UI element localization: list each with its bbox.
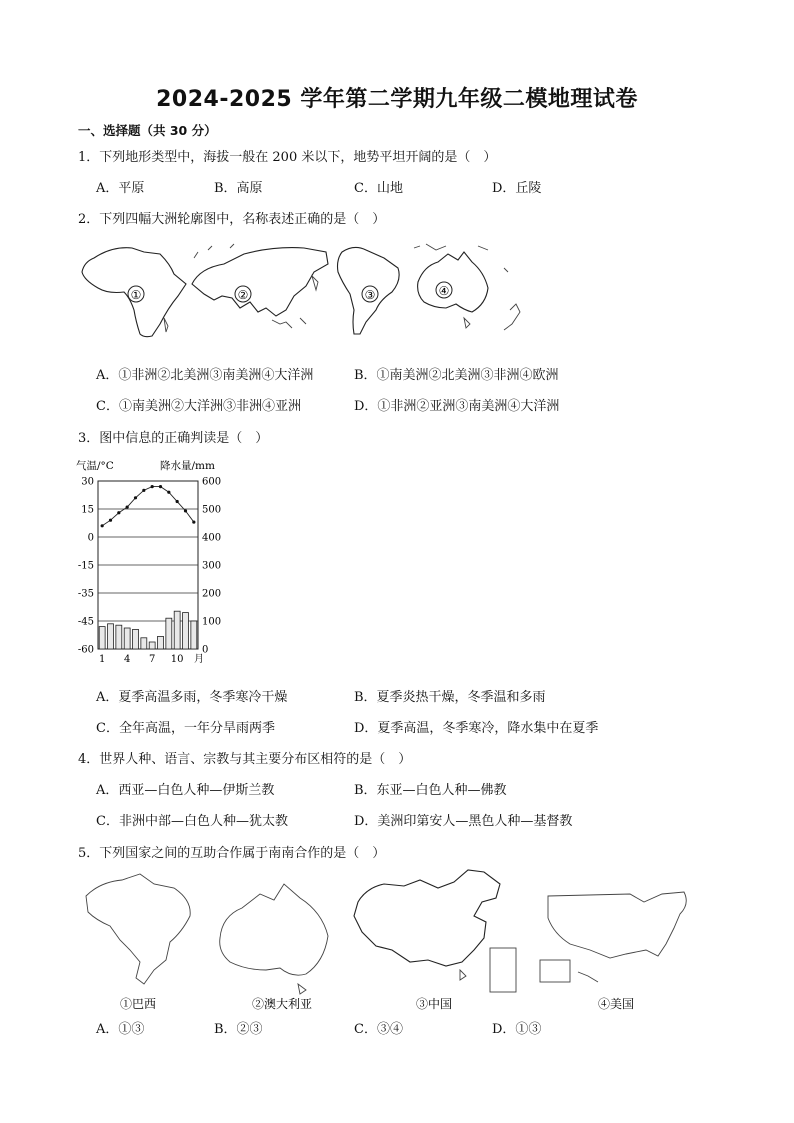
q4-stem: 4．世界人种、语言、宗教与其主要分布区相符的是（ ） [78, 752, 412, 767]
q3-option-c[interactable]: C．全年高温，一年分旱雨两季 [96, 721, 275, 736]
temperature-line [102, 487, 194, 526]
caption-brazil: ①巴西 [119, 997, 157, 1011]
q4-option-a[interactable]: A．西亚—白色人种—伊斯兰教 [96, 783, 275, 798]
precip-tick-label: 0 [202, 644, 209, 656]
month-tick-label: 1 [98, 654, 106, 665]
precip-bar [116, 625, 122, 649]
map-label-3: ③ [364, 288, 376, 302]
africa-outline [82, 248, 186, 337]
temperature-point [109, 519, 112, 522]
q2-option-b[interactable]: B．①南美洲②北美洲③非洲④欧洲 [354, 368, 559, 383]
temp-tick-label: -60 [77, 644, 94, 656]
precip-tick-label: 600 [202, 476, 222, 488]
q5-stem: 5．下列国家之间的互助合作属于南南合作的是（ ） [78, 846, 386, 861]
temperature-point [117, 511, 120, 514]
temperature-point [134, 496, 137, 499]
precip-bar [149, 642, 155, 649]
temp-axis-label: 气温/°C [76, 460, 114, 472]
q1-option-c[interactable]: C．山地 [354, 181, 403, 196]
q5-option-d[interactable]: D．①③ [492, 1022, 542, 1037]
precip-bar [133, 629, 139, 649]
asia-outline [192, 244, 328, 328]
q1-option-d[interactable]: D．丘陵 [492, 181, 542, 196]
q2-option-c[interactable]: C．①南美洲②大洋洲③非洲④亚洲 [96, 399, 301, 414]
temp-tick-label: 0 [87, 532, 94, 544]
usa-outline [540, 892, 686, 982]
section-heading: 一、选择题（共 30 分） [78, 123, 217, 138]
q3-option-a[interactable]: A．夏季高温多雨，冬季寒冷干燥 [96, 690, 288, 705]
month-tick-label: 7 [148, 654, 156, 665]
q1-option-a[interactable]: A．平原 [96, 181, 145, 196]
q1-stem: 1．下列地形类型中，海拔一般在 200 米以下，地势平坦开阔的是（ ） [78, 150, 497, 165]
q5-option-a[interactable]: A．①③ [96, 1022, 145, 1037]
q3-option-d[interactable]: D．夏季高温，冬季寒冷，降水集中在夏季 [354, 721, 599, 736]
china-outline [354, 870, 516, 992]
temperature-point [167, 491, 170, 494]
precip-bar [174, 611, 180, 649]
q2-option-a[interactable]: A．①非洲②北美洲③南美洲④大洋洲 [96, 368, 314, 383]
precip-bar [183, 613, 189, 649]
temperature-point [176, 500, 179, 503]
month-unit-label: 月 [194, 654, 204, 665]
q4-option-d[interactable]: D．美洲印第安人—黑色人种—基督教 [354, 814, 573, 829]
oceania-outline [414, 244, 520, 330]
precip-bar [108, 624, 114, 649]
map-label-2: ② [237, 288, 249, 302]
temp-tick-label: -45 [77, 616, 94, 628]
q1-option-b[interactable]: B．高原 [214, 181, 263, 196]
precip-bar [141, 638, 147, 649]
precip-tick-label: 400 [202, 532, 222, 544]
temperature-point [142, 489, 145, 492]
q2-stem: 2．下列四幅大洲轮廓图中，名称表述正确的是（ ） [78, 212, 386, 227]
continents-figure [74, 238, 544, 338]
temperature-point [101, 524, 104, 527]
precip-tick-label: 100 [202, 616, 222, 628]
precip-bar [191, 621, 197, 649]
temperature-point [192, 520, 195, 523]
temperature-point [151, 485, 154, 488]
temperature-point [159, 485, 162, 488]
precip-tick-label: 200 [202, 588, 222, 600]
precip-bar [99, 627, 105, 649]
temp-tick-label: 15 [81, 504, 94, 516]
australia-outline [220, 884, 328, 994]
month-tick-label: 10 [170, 654, 184, 665]
q5-option-b[interactable]: B．②③ [214, 1022, 263, 1037]
countries-figure [70, 866, 700, 1016]
caption-china: ③中国 [415, 997, 453, 1011]
precip-axis-label: 降水量/mm [160, 460, 215, 472]
precip-bar [166, 618, 172, 649]
q2-option-d[interactable]: D．①非洲②亚洲③南美洲④大洋洲 [354, 399, 560, 414]
month-tick-label: 4 [123, 654, 131, 665]
q5-option-c[interactable]: C．③④ [354, 1022, 403, 1037]
q3-option-b[interactable]: B．夏季炎热干燥，冬季温和多雨 [354, 690, 546, 705]
temp-tick-label: 30 [81, 476, 94, 488]
temperature-point [184, 509, 187, 512]
temp-tick-label: -15 [77, 560, 94, 572]
precip-bar [124, 628, 130, 649]
q4-option-c[interactable]: C．非洲中部—白色人种—犹太教 [96, 814, 288, 829]
temperature-point [126, 506, 129, 509]
brazil-outline [86, 874, 190, 984]
temp-tick-label: -35 [77, 588, 94, 600]
caption-australia: ②澳大利亚 [251, 997, 313, 1011]
precip-bar [158, 636, 164, 649]
q3-stem: 3．图中信息的正确判读是（ ） [78, 431, 269, 446]
climate-chart [70, 455, 240, 670]
precip-tick-label: 300 [202, 560, 222, 572]
map-label-1: ① [130, 288, 142, 302]
south-america-outline [338, 247, 400, 334]
precip-tick-label: 500 [202, 504, 222, 516]
caption-usa: ④美国 [597, 997, 635, 1011]
map-label-4: ④ [438, 284, 450, 298]
exam-title: 2024-2025 学年第二学期九年级二模地理试卷 [156, 87, 638, 112]
q4-option-b[interactable]: B．东亚—白色人种—佛教 [354, 783, 507, 798]
